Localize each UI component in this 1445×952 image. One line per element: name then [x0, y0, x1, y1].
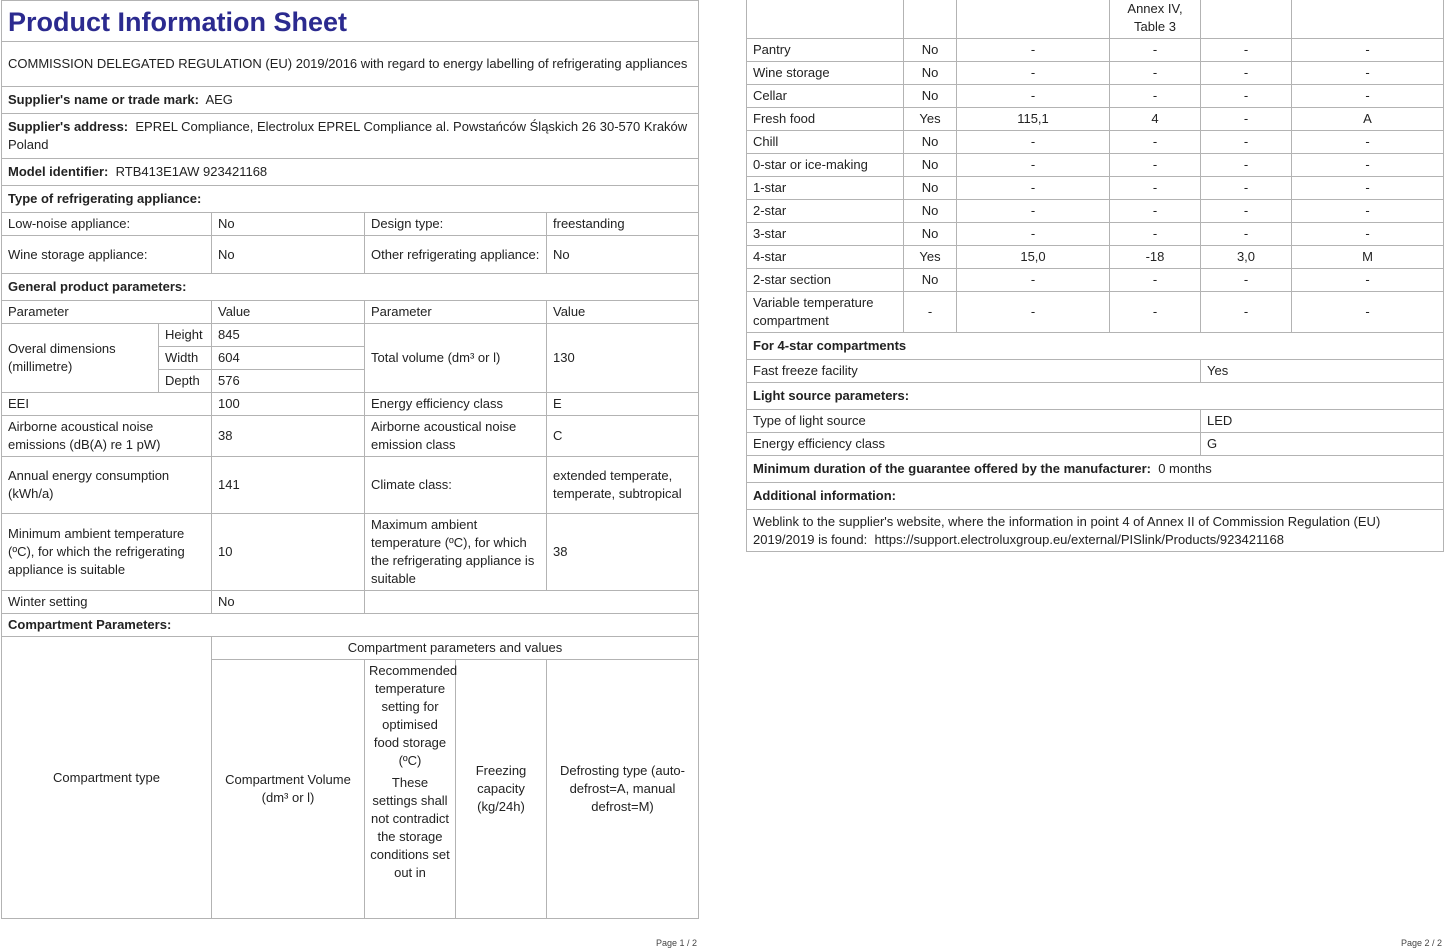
annex-text: Annex IV, Table 3	[1110, 0, 1201, 39]
compartment-present: No	[904, 39, 957, 62]
compartment-freezing: -	[1201, 85, 1292, 108]
compartment-name: 4-star	[747, 246, 904, 269]
fourstar-heading: For 4-star compartments	[747, 333, 1444, 360]
min-ambient-value: 10	[212, 514, 365, 591]
compartment-name: 0-star or ice-making	[747, 154, 904, 177]
header-empty-4	[1201, 0, 1292, 39]
compartment-temp: -	[1110, 200, 1201, 223]
compartment-row	[747, 85, 1444, 108]
compartment-present: No	[904, 85, 957, 108]
compartment-heading: Compartment Parameters:	[2, 614, 699, 637]
compartment-row	[747, 177, 1444, 200]
compartment-present: No	[904, 154, 957, 177]
annual-energy-label: Annual energy consumption (kWh/a)	[2, 457, 212, 514]
compartment-freezing: -	[1201, 177, 1292, 200]
compartment-freezing: -	[1201, 154, 1292, 177]
compartment-defrost: -	[1292, 39, 1444, 62]
freezing-capacity-header: Freezing capacity (kg/24h)	[456, 660, 547, 919]
width-value: 604	[212, 347, 365, 370]
design-type-value: freestanding	[547, 213, 699, 236]
light-type-label: Type of light source	[747, 410, 1201, 433]
compartment-volume: -	[957, 292, 1110, 333]
compartment-defrost: -	[1292, 292, 1444, 333]
compartment-volume: -	[957, 62, 1110, 85]
recommended-temp-text: Recommended temperature setting for optimised food storage (ºC)	[369, 663, 458, 768]
page-number-1: Page 1 / 2	[656, 938, 698, 948]
compartment-volume: -	[957, 85, 1110, 108]
weblink-row	[747, 510, 1444, 552]
height-value: 845	[212, 324, 365, 347]
compartment-name: 3-star	[747, 223, 904, 246]
width-label: Width	[159, 347, 212, 370]
address-row	[2, 114, 699, 159]
compartment-defrost: -	[1292, 131, 1444, 154]
compartment-freezing: -	[1201, 108, 1292, 131]
address-value: EPREL Compliance, Electrolux EPREL Compliance al. Powstańców Śląskich 26 30-570 Kraków Poland	[8, 119, 688, 152]
compartment-defrost: M	[1292, 246, 1444, 269]
compartment-present: No	[904, 200, 957, 223]
compartment-volume: -	[957, 39, 1110, 62]
guarantee-label: Minimum duration of the guarantee offered by the manufacturer:	[753, 461, 1151, 476]
max-ambient-value: 38	[547, 514, 699, 591]
header-empty-2	[904, 0, 957, 39]
energy-class-label: Energy efficiency class	[365, 393, 547, 416]
compartment-temp: -	[1110, 177, 1201, 200]
compartment-temp: -	[1110, 292, 1201, 333]
compartment-temp: 4	[1110, 108, 1201, 131]
header-empty-5	[1292, 0, 1444, 39]
design-type-label: Design type:	[365, 213, 547, 236]
compartment-volume: -	[957, 200, 1110, 223]
compartment-temp: -	[1110, 223, 1201, 246]
page-title: Product Information Sheet	[2, 1, 699, 42]
noise-label: Airborne acoustical noise emissions (dB(A) re 1 pW)	[2, 416, 212, 457]
compartment-row	[747, 269, 1444, 292]
compartment-present: No	[904, 269, 957, 292]
compartment-values-title: Compartment parameters and values	[212, 637, 699, 660]
energy-class-value: E	[547, 393, 699, 416]
compartment-freezing: -	[1201, 39, 1292, 62]
compartment-defrost: -	[1292, 154, 1444, 177]
header-empty-3	[957, 0, 1110, 39]
low-noise-value: No	[212, 213, 365, 236]
guarantee-row	[747, 456, 1444, 483]
compartment-freezing: -	[1201, 131, 1292, 154]
compartment-temp: -	[1110, 39, 1201, 62]
compartment-volume: -	[957, 177, 1110, 200]
noise-class-label: Airborne acoustical noise emission class	[365, 416, 547, 457]
compartment-volume: -	[957, 154, 1110, 177]
model-row	[2, 159, 699, 186]
weblink-value[interactable]: https://support.electroluxgroup.eu/external/PISlink/Products/923421168	[874, 531, 1284, 547]
compartment-volume: -	[957, 131, 1110, 154]
supplier-label: Supplier's name or trade mark:	[8, 92, 199, 107]
type-heading: Type of refrigerating appliance:	[2, 186, 699, 213]
dimensions-label: Overal dimensions (millimetre)	[2, 324, 159, 393]
compartment-type-header: Compartment type	[2, 637, 212, 919]
compartment-temp: -	[1110, 85, 1201, 108]
wine-appliance-label: Wine storage appliance:	[2, 236, 212, 274]
compartment-row	[747, 62, 1444, 85]
annual-energy-value: 141	[212, 457, 365, 514]
winter-setting-label: Winter setting	[2, 591, 212, 614]
noise-class-value: C	[547, 416, 699, 457]
compartment-name: Chill	[747, 131, 904, 154]
compartment-freezing: -	[1201, 269, 1292, 292]
winter-setting-value: No	[212, 591, 365, 614]
low-noise-label: Low-noise appliance:	[2, 213, 212, 236]
compartment-row	[747, 292, 1444, 333]
empty-cell	[365, 591, 699, 614]
compartment-temp: -18	[1110, 246, 1201, 269]
light-type-value: LED	[1201, 410, 1444, 433]
compartment-defrost: -	[1292, 85, 1444, 108]
total-volume-value: 130	[547, 324, 699, 393]
compartment-row	[747, 154, 1444, 177]
other-appliance-value: No	[547, 236, 699, 274]
compartment-volume-header: Compartment Volume (dm³ or l)	[212, 660, 365, 919]
compartment-temp: -	[1110, 269, 1201, 292]
info-table	[1, 0, 699, 919]
compartment-defrost: -	[1292, 223, 1444, 246]
compartment-defrost: -	[1292, 269, 1444, 292]
compartment-temp: -	[1110, 131, 1201, 154]
compartment-name: Pantry	[747, 39, 904, 62]
compartment-freezing: -	[1201, 292, 1292, 333]
compartment-present: No	[904, 223, 957, 246]
compartment-name: Cellar	[747, 85, 904, 108]
general-heading: General product parameters:	[2, 274, 699, 301]
compartment-volume: -	[957, 269, 1110, 292]
model-label: Model identifier:	[8, 164, 109, 179]
fast-freeze-label: Fast freeze facility	[747, 360, 1201, 383]
compartment-name: 2-star	[747, 200, 904, 223]
regulation-text: COMMISSION DELEGATED REGULATION (EU) 2019/2016 with regard to energy labelling of refrigerating appliances	[2, 42, 699, 87]
noise-value: 38	[212, 416, 365, 457]
compartment-name: 2-star section	[747, 269, 904, 292]
compartment-present: No	[904, 177, 957, 200]
model-value: RTB413E1AW 923421168	[115, 164, 268, 179]
compartment-defrost: -	[1292, 200, 1444, 223]
compartment-present: Yes	[904, 108, 957, 131]
compartment-present: Yes	[904, 246, 957, 269]
compartment-row	[747, 200, 1444, 223]
min-ambient-label: Minimum ambient temperature (ºC), for which the refrigerating appliance is suitable	[2, 514, 212, 591]
page-1	[1, 0, 698, 919]
compartment-defrost: -	[1292, 62, 1444, 85]
height-label: Height	[159, 324, 212, 347]
compartment-present: No	[904, 131, 957, 154]
fast-freeze-value: Yes	[1201, 360, 1444, 383]
additional-heading: Additional information:	[747, 483, 1444, 510]
max-ambient-label: Maximum ambient temperature (ºC), for which the refrigerating appliance is suitable	[365, 514, 547, 591]
page-number-2: Page 2 / 2	[1401, 938, 1443, 948]
other-appliance-label: Other refrigerating appliance:	[365, 236, 547, 274]
light-class-value: G	[1201, 433, 1444, 456]
compartment-present: -	[904, 292, 957, 333]
compartment-row	[747, 246, 1444, 269]
recommended-temp-header	[365, 660, 456, 919]
compartment-row	[747, 131, 1444, 154]
value-header-left: Value	[212, 301, 365, 324]
compartment-defrost: -	[1292, 177, 1444, 200]
depth-label: Depth	[159, 370, 212, 393]
param-header-left: Parameter	[2, 301, 212, 324]
eei-value: 100	[212, 393, 365, 416]
supplier-row	[2, 87, 699, 114]
climate-class-label: Climate class:	[365, 457, 547, 514]
address-label: Supplier's address:	[8, 119, 129, 134]
compartment-name: Wine storage	[747, 62, 904, 85]
compartment-name: Fresh food	[747, 108, 904, 131]
weblink-label: Weblink to the supplier's website, where the information in point 4 of Annex II of Commission Regulation (EU) 2019/2019 is found:	[753, 513, 1381, 547]
compartment-defrost: A	[1292, 108, 1444, 131]
page-2	[746, 0, 1443, 552]
light-class-label: Energy efficiency class	[747, 433, 1201, 456]
compartment-temp: -	[1110, 62, 1201, 85]
compartment-freezing: 3,0	[1201, 246, 1292, 269]
compartment-row	[747, 223, 1444, 246]
compartment-name: Variable temperature compartment	[747, 292, 904, 333]
defrost-type-header: Defrosting type (auto-defrost=A, manual defrost=M)	[547, 660, 699, 919]
eei-label: EEI	[2, 393, 212, 416]
header-empty-1	[747, 0, 904, 39]
climate-class-value: extended temperate, temperate, subtropical	[547, 457, 699, 514]
total-volume-label: Total volume (dm³ or l)	[365, 324, 547, 393]
compartment-present: No	[904, 62, 957, 85]
param-header-right: Parameter	[365, 301, 547, 324]
compartment-row	[747, 108, 1444, 131]
depth-value: 576	[212, 370, 365, 393]
compartment-volume: -	[957, 223, 1110, 246]
compartment-temp: -	[1110, 154, 1201, 177]
compartment-row	[747, 39, 1444, 62]
compartment-freezing: -	[1201, 62, 1292, 85]
temp-note-text: These settings shall not contradict the storage conditions set out in	[370, 775, 450, 880]
compartment-volume: 15,0	[957, 246, 1110, 269]
compartment-volume: 115,1	[957, 108, 1110, 131]
wine-appliance-value: No	[212, 236, 365, 274]
compartment-name: 1-star	[747, 177, 904, 200]
compartment-table	[746, 0, 1444, 552]
guarantee-value: 0 months	[1158, 461, 1212, 476]
supplier-value: AEG	[205, 92, 233, 107]
value-header-right: Value	[547, 301, 699, 324]
compartment-freezing: -	[1201, 223, 1292, 246]
compartment-freezing: -	[1201, 200, 1292, 223]
light-heading: Light source parameters:	[747, 383, 1444, 410]
